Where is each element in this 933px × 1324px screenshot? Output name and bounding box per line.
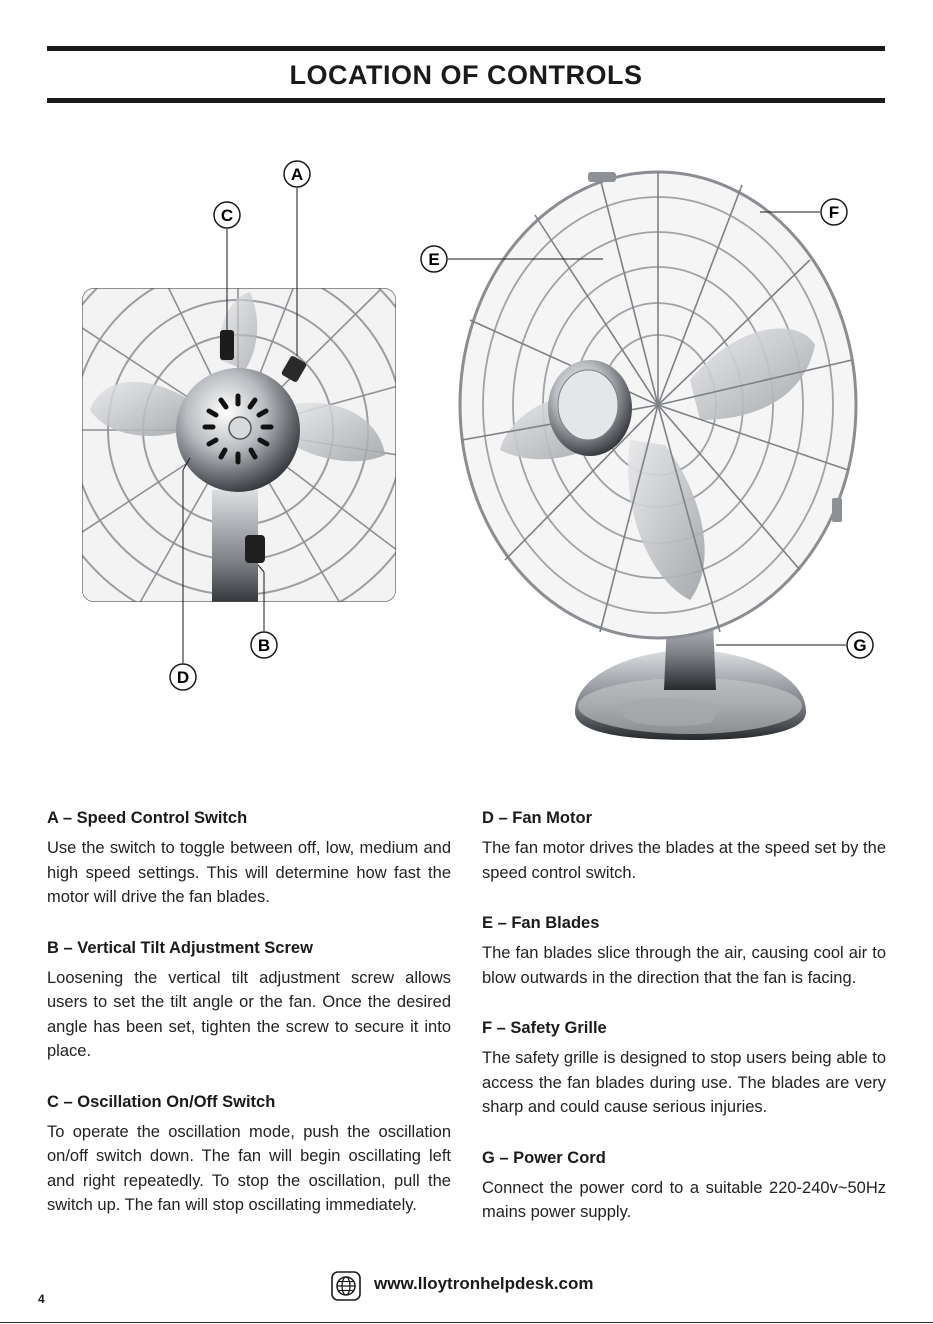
callout-f (821, 199, 847, 225)
callout-c (214, 202, 240, 228)
section-heading: E – Fan Blades (482, 914, 600, 932)
section-body: Loosening the vertical tilt adjustment screw allows users to set the tilt angle or the fan. Once the desired angle has been set, tighten the screw to secure it into place. (47, 968, 451, 1060)
svg-text:D: D (176, 668, 190, 687)
bottom-rule (0, 1322, 933, 1323)
section-heading: B – Vertical Tilt Adjustment Screw (47, 938, 313, 957)
callout-b (251, 632, 277, 658)
section-fan-motor (482, 806, 886, 885)
svg-text:C: C (220, 206, 234, 225)
globe-icon (331, 1271, 361, 1301)
section-body: The fan blades slice through the air, causing cool air to blow outwards in the direction that the fan is facing. (482, 944, 886, 987)
callout-a (284, 161, 310, 187)
callout-d (170, 664, 196, 690)
section-heading: F – Safety Grille (482, 1019, 607, 1037)
svg-text:B: B (257, 636, 271, 655)
svg-text:G: G (853, 636, 867, 655)
page-title: LOCATION OF CONTROLS (289, 60, 643, 90)
section-heading: G – Power Cord (482, 1148, 606, 1167)
section-fan-blades (482, 911, 886, 990)
section-heading: C – Oscillation On/Off Switch (47, 1092, 276, 1111)
section-oscillation (47, 1090, 451, 1218)
section-body: Use the switch to toggle between off, low, medium and high speed settings. This will determine how fast the motor will drive the fan blades. (47, 839, 451, 906)
section-power-cord (482, 1146, 886, 1225)
section-heading: A – Speed Control Switch (47, 809, 248, 827)
svg-text:F: F (828, 203, 840, 222)
footer-url[interactable]: www.lloytronhelpdesk.com (374, 1274, 594, 1293)
section-body: Connect the power cord to a suitable 220-240v~50Hz mains power supply. (482, 1178, 886, 1221)
section-heading: D – Fan Motor (482, 809, 592, 827)
svg-text:E: E (428, 250, 440, 269)
rear-view-inset (38, 230, 438, 630)
front-view-fan (460, 172, 856, 740)
right-column (482, 806, 886, 1251)
callout-g (847, 632, 873, 658)
section-tilt-screw (47, 936, 451, 1064)
left-column (47, 806, 451, 1244)
section-safety-grille (482, 1016, 886, 1120)
section-body: To operate the oscillation mode, push the oscillation on/off switch down. The fan will begin oscillating left and right repeatedly. To stop the oscillation, pull the switch up. The fan will stop oscillating immediately. (47, 1122, 451, 1214)
section-body: The fan motor drives the blades at the speed set by the speed control switch. (482, 839, 886, 882)
callout-e (421, 246, 447, 272)
page-number: 4 (38, 1292, 45, 1306)
section-speed-control (47, 806, 451, 910)
section-body: The safety grille is designed to stop users being able to access the fan blades during use. The blades are very sharp and could cause serious injuries. (482, 1049, 886, 1116)
svg-text:A: A (290, 165, 304, 184)
